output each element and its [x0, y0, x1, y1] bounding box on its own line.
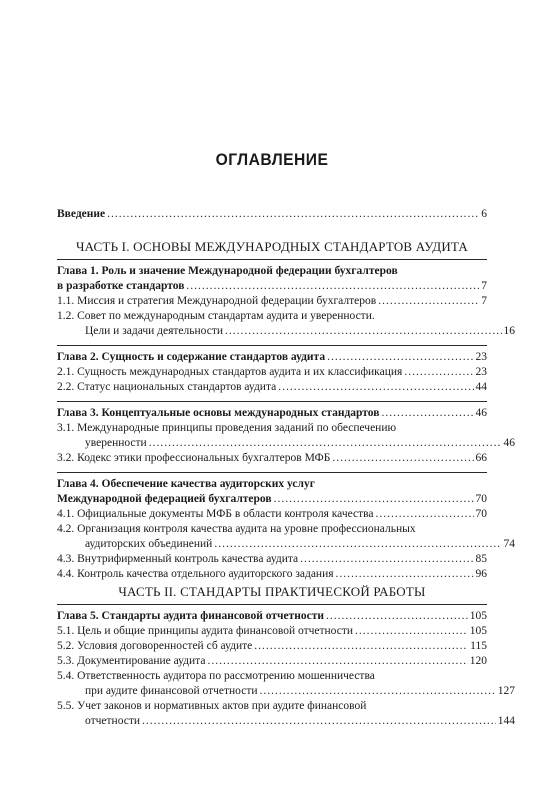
section-4-3-page: 85	[475, 553, 487, 565]
leader-dots	[225, 324, 502, 339]
section-4-2-line2: аудиторских объединений	[85, 538, 213, 550]
section-1-2-page: 16	[503, 325, 515, 337]
section-4-1-page: 70	[475, 508, 487, 520]
leader-dots	[107, 207, 479, 222]
chapter-1-line1: Глава 1. Роль и значение Международной федерации бухгалтеров	[57, 265, 398, 277]
toc-title: ОГЛАВЛЕНИЕ	[215, 150, 329, 169]
divider	[57, 345, 487, 346]
part1-title: ЧАСТЬ I. ОСНОВЫ МЕЖДУНАРОДНЫХ СТАНДАРТОВ АУДИТА	[75, 239, 469, 254]
toc-entry-intro	[57, 207, 487, 222]
chapter-5	[57, 609, 515, 729]
section-5-3-page: 120	[469, 655, 487, 667]
section-4-1-label: 4.1. Официальные документы МФБ в области контроля качества	[57, 508, 374, 520]
divider	[57, 472, 487, 473]
part2-rule	[57, 604, 487, 605]
leader-dots	[274, 492, 474, 507]
leader-dots	[327, 350, 473, 365]
leader-dots	[336, 567, 474, 582]
chapter-4	[57, 477, 515, 582]
section-4-3-label: 4.3. Внутрифирменный контроль качества аудита	[57, 553, 299, 565]
part2-chapters	[57, 609, 515, 735]
section-3-1-line1: 3.1. Международные принципы проведения заданий по обеспечению	[57, 422, 397, 434]
section-5-4-page: 127	[497, 685, 515, 697]
chapter-1-line2: в разработке стандартов	[57, 280, 185, 292]
section-5-5-line1: 5.5. Учет законов и нормативных актов при аудите финансовой	[57, 700, 367, 712]
section-1-1-label: 1.1. Миссия и стратегия Международной федерации бухгалтеров	[57, 295, 377, 307]
chapter-4-line2: Международной федерацией бухгалтеров	[57, 493, 272, 505]
section-2-2-page: 44	[475, 381, 487, 393]
chapter-2	[57, 350, 487, 395]
leader-dots	[378, 294, 479, 309]
leader-dots	[326, 609, 468, 624]
section-5-4-line1: 5.4. Ответственность аудитора по рассмотрению мошенничества	[57, 670, 375, 682]
section-3-1-line2: уверенности	[85, 437, 147, 449]
leader-dots	[254, 639, 468, 654]
leader-dots	[186, 279, 479, 294]
divider	[57, 401, 487, 402]
section-2-2-label: 2.2. Статус национальных стандартов аудита	[57, 381, 277, 393]
part1-chapters	[57, 264, 515, 588]
leader-dots	[332, 451, 473, 466]
chapter-4-line1: Глава 4. Обеспечение качества аудиторских услуг	[57, 478, 315, 490]
chapter-3	[57, 406, 515, 466]
leader-dots	[214, 537, 501, 552]
entry-label: Введение	[57, 208, 106, 220]
chapter-5-page: 105	[469, 610, 487, 622]
section-5-2-label: 5.2. Условия договоренностей сб аудите	[57, 640, 253, 652]
section-3-2-label: 3.2. Кодекс этики профессиональных бухгалтеров МФБ	[57, 452, 331, 464]
section-1-1-page: 7	[481, 295, 487, 307]
leader-dots	[260, 684, 496, 699]
part1-rule	[57, 259, 487, 260]
section-5-5-line2: отчетности	[85, 715, 141, 727]
section-5-2-page: 115	[470, 640, 487, 652]
leader-dots	[376, 507, 474, 522]
section-5-3-label: 5.3. Документирование аудита	[57, 655, 206, 667]
leader-dots	[207, 654, 467, 669]
chapter-5-label: Глава 5. Стандарты аудита финансовой отчетности	[57, 610, 325, 622]
section-1-2-line1: 1.2. Совет по международным стандартам аудита и уверенности.	[57, 310, 375, 322]
section-4-4-page: 96	[475, 568, 487, 580]
leader-dots	[142, 714, 496, 729]
leader-dots	[404, 365, 473, 380]
leader-dots	[300, 552, 473, 567]
chapter-1-page: 7	[481, 280, 487, 292]
leader-dots	[149, 436, 502, 451]
section-5-5-page: 144	[497, 715, 515, 727]
section-4-4-label: 4.4. Контроль качества отдельного аудиторского задания	[57, 568, 334, 580]
chapter-2-page: 23	[475, 351, 487, 363]
entry-page: 6	[481, 208, 487, 220]
chapter-1	[57, 264, 515, 339]
part2-title: ЧАСТЬ II. СТАНДАРТЫ ПРАКТИЧЕСКОЙ РАБОТЫ	[118, 584, 426, 599]
section-5-1-page: 105	[469, 625, 487, 637]
section-2-1-label: 2.1. Сущность международных стандартов аудита и их классификация	[57, 366, 403, 378]
leader-dots	[381, 406, 473, 421]
chapter-4-page: 70	[475, 493, 487, 505]
leader-dots	[278, 380, 473, 395]
section-4-2-page: 74	[503, 538, 515, 550]
section-5-1-label: 5.1. Цель и общие принципы аудита финансовой отчетности	[57, 625, 354, 637]
section-3-2-page: 66	[475, 452, 487, 464]
section-1-2-line2: Цели и задачи деятельности	[85, 325, 223, 337]
section-2-1-page: 23	[475, 366, 487, 378]
section-3-1-page: 46	[503, 437, 515, 449]
section-5-4-line2: при аудите финансовой отчетности	[85, 685, 258, 697]
leader-dots	[355, 624, 468, 639]
chapter-2-label: Глава 2. Сущность и содержание стандартов аудита	[57, 351, 326, 363]
section-4-2-line1: 4.2. Организация контроля качества аудита на уровне профессиональных	[57, 523, 416, 535]
chapter-3-label: Глава 3. Концептуальные основы международных стандартов	[57, 407, 380, 419]
chapter-3-page: 46	[475, 407, 487, 419]
